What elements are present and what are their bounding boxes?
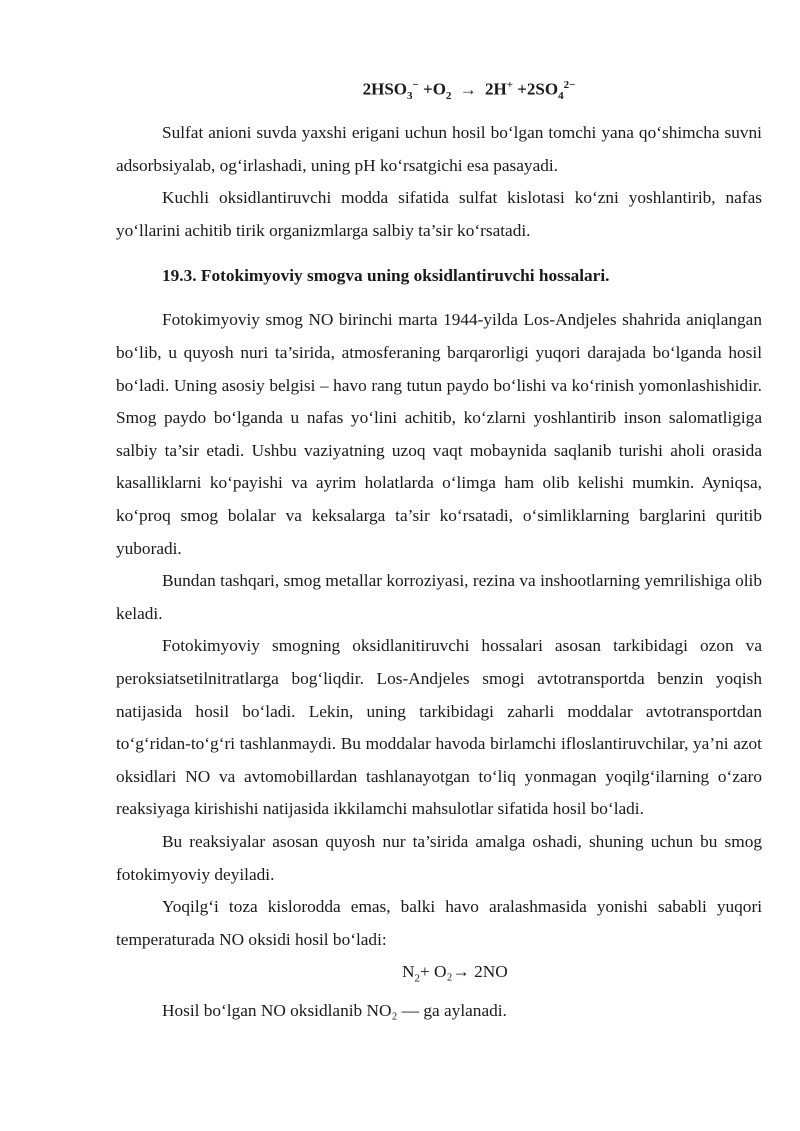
eq-lhs-sup: − [412,79,419,91]
eq2-nitrogen-sub: 2 [414,972,420,985]
paragraph: Fotokimyoviy smog NO birinchi marta 1944-yilda Los-Andjeles shahrida aniqlangan bo‘lib, u quyosh nuri ta’sirida, atmosferaning barqarorligi yuqori darajada bo‘lganda hosil bo‘ladi. Uning asosiy belgisi – havo rang tutun paydo bo‘lishi va ko‘rinish yomonlashishidir. Smog paydo bo‘lganda u nafas yo‘lini achitib, ko‘zlarni yoshlantirib inson salomatligiga salbiy ta’sir etadi. Ushbu vaziyatning uzoq vaqt mobaynida saqlanib turishi aholi orasida kasalliklarni ko‘payishi va ayrim holatlarda o‘limga ham olib kelishi mumkin. Ayniqsa, ko‘proq smog bolalar va keksalarga ta’sir ko‘rsatadi, o‘simliklarning barglarini quritib yuboradi. [116,310,762,558]
eq-rhs-sulfate: +2SO [517,79,559,99]
eq-plus-oxygen: +O [423,79,446,99]
paragraph: Sulfat anioni suvda yaxshi erigani uchun hosil bo‘lgan tomchi yana qo‘shimcha suvni adsorbsiyalab, og‘irlashadi, uning pH ko‘rsatgichi esa pasayadi. [116,123,762,175]
eq-arrow: → [459,79,477,99]
eq-lhs-species: 2HSO [362,79,408,99]
paragraph: Bu reaksiyalar asosan quyosh nur ta’sirida amalga oshadi, shuning uchun bu smog fotokimyoviy deyiladi. [116,831,762,884]
eq2-nitrogen: N [402,962,415,982]
paragraph: Fotokimyoviy smogning oksidlanitiruvchi hossalari asosan tarkibidagi ozon va peroksiatsetilnitratlarga bog‘liqdir. Los-Andjeles smogi avtotransportda benzin yoqish natijasida hosil bo‘ladi. Lekin, uning tarkibidagi zaharli moddalar avtotransportdan to‘g‘ridan-to‘g‘ri tashlanmaydi. Bu moddalar havoda birlamchi ifloslantiruvchilar, ya’ni azot oksidlari NO va avtomobillardan tashlanayotgan to‘liq yonmagan yoqilg‘ilarning o‘zaro reaksiyaga kirishishi natijasida ikkilamchi mahsulotlar sifatida hosil bo‘ladi. [116,636,762,819]
paragraph: Kuchli oksidlantiruvchi modda sifatida sulfat kislotasi ko‘zni yoshlantirib, nafas yo‘llarini achitib tirik organizmlarga salbiy ta’sir ko‘rsatadi. [116,188,762,240]
eq-oxygen-sub: 2 [445,90,452,103]
section-heading: 19.3. Fotokimyoviy smogva uning oksidlantiruvchi hossalari. [162,266,610,286]
eq-lhs-sub: 3 [407,90,413,103]
eq-rhs-hydrogen-sup: + [506,79,513,91]
paragraph: Bundan tashqari, smog metallar korroziyasi, rezina va inshootlarning yemrilishiga olib keladi. [116,571,762,623]
paragraph: Hosil bo‘lgan NO oksidlanib NO₂ — ga aylanadi. [162,1001,507,1021]
equation-bisulfite-oxidation [116,74,762,107]
eq2-rest: + O₂→ 2NO [419,962,508,982]
eq-rhs-sulfate-sub: 4 [558,90,564,103]
document-page [116,74,762,1028]
eq-rhs-sulfate-sup: 2− [563,79,576,91]
equation-nitrogen-oxide [116,956,762,995]
eq-rhs-hydrogen: 2H [484,79,507,99]
paragraph: Yoqilg‘i toza kislorodda emas, balki havo aralashmasida yonishi sababli yuqori temperaturada NO oksidi hosil bo‘ladi: [116,897,762,949]
